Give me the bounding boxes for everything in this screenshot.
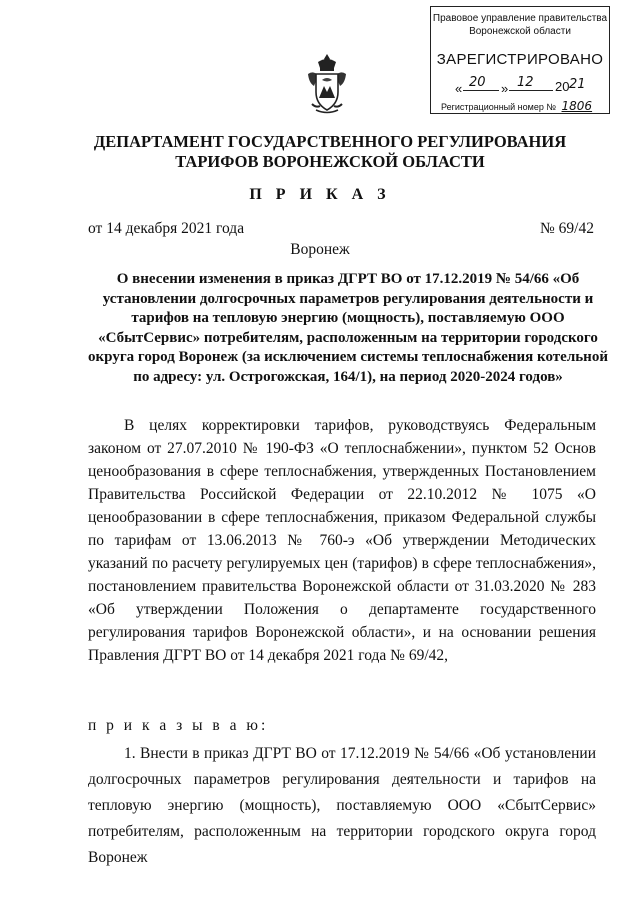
order-title: П Р И К А З: [249, 186, 391, 203]
department-name-line2: ТАРИФОВ ВОРОНЕЖСКОЙ ОБЛАСТИ: [175, 152, 485, 171]
stamp-reg-number-value: 1806: [561, 99, 593, 113]
order-number: № 69/42: [540, 220, 594, 237]
order-item-1: 1. Внести в приказ ДГРТ ВО от 17.12.2019 № 54/66 «Об установлении долгосрочных параметров регулирования деятельности и тарифов на тепловую энергию (мощность), поставляемую ООО «СбытСервис» потребителям, расположенным на территории городского округа город Воронеж: [88, 745, 596, 866]
registration-stamp: Правовое управление правительства Воронежской области ЗАРЕГИСТРИРОВАНО « 20 » 12 20 21 Регистрационный номер № 1806: [430, 6, 610, 114]
coat-of-arms-icon: [306, 52, 348, 116]
order-date: от 14 декабря 2021 года: [88, 220, 245, 237]
department-name-line1: ДЕПАРТАМЕНТ ГОСУДАРСТВЕННОГО РЕГУЛИРОВАНИЯ: [93, 132, 567, 151]
stamp-date-day: 20: [469, 75, 486, 90]
preamble-paragraph: В целях корректировки тарифов, руководствуясь Федеральным законом от 27.07.2010 № 190-ФЗ «О теплоснабжении», пунктом 52 Основ ценообразования в сфере теплоснабжения, утвержденных Постановлением Правительства Российской Федерации от 22.10.2012 № 1075 «О ценообразовании в сфере теплоснабжения, приказом Федеральной службы по тарифам от 13.06.2013 № 760-э «Об утверждении Методических указаний по расчету регулируемых цен (тарифов) в сфере теплоснабжения», постановлением правительства Воронежской области от 31.03.2020 № 283 «Об утверждении Положения о департаменте государственного регулирования тарифов Воронежской области», и на основании решения Правления ДГРТ ВО от 14 декабря 2021 года № 69/42,: [88, 417, 596, 664]
stamp-registered-label: ЗАРЕГИСТРИРОВАНО: [436, 51, 604, 68]
stamp-authority-line1: Правовое управление правительства: [432, 13, 608, 24]
stamp-date-year-prefix: 20: [555, 79, 570, 94]
stamp-authority-line2: Воронежской области: [469, 26, 571, 37]
order-city: Воронеж: [290, 241, 350, 258]
stamp-reg-number-label: Регистрационный номер №: [441, 102, 557, 112]
stamp-reg-number: [441, 99, 592, 113]
prikazyvayu-label: п р и к а з ы в а ю:: [88, 717, 269, 734]
stamp-date-year-suffix: 21: [569, 77, 586, 92]
department-name: [60, 132, 600, 172]
stamp-date-month: 12: [517, 75, 534, 90]
order-subject: О внесении изменения в приказ ДГРТ ВО от 17.12.2019 № 54/66 «Об установлении долгосрочных параметров регулирования деятельности и тарифов на тепловую энергию (мощность), поставляемую ООО «СбытСервис» потребителям, расположенным на территории городского округа город Воронеж (за исключением системы теплоснабжения котельной по адресу: ул. Острогожская, 164/1), на период 2020-2024 годов»: [88, 271, 608, 385]
